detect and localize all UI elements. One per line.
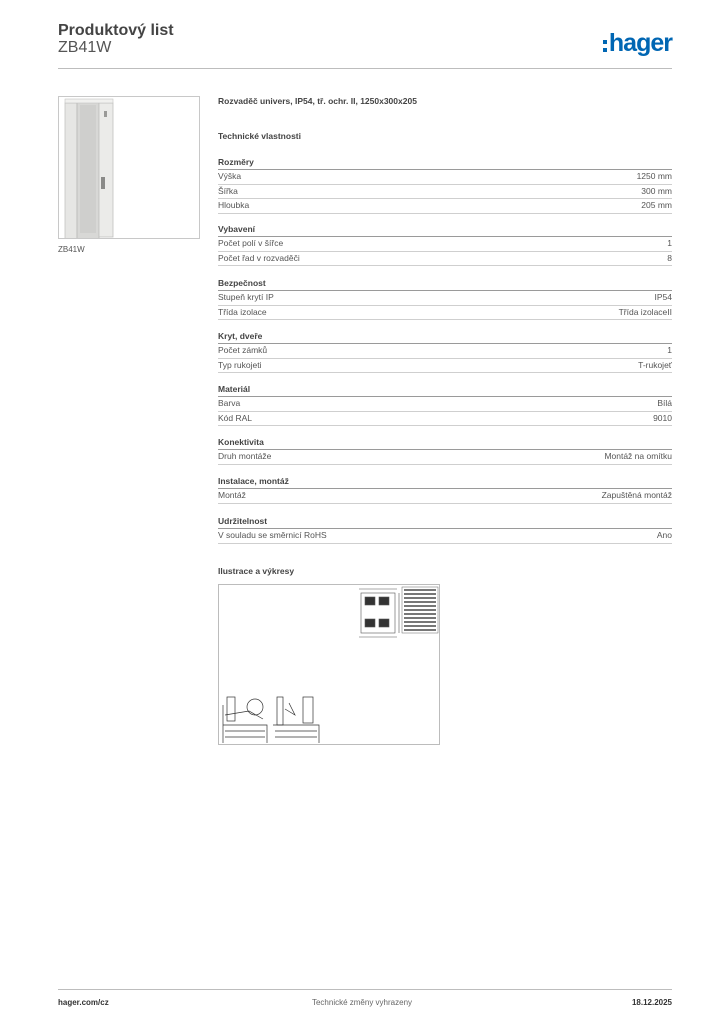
product-code-subtitle: ZB41W	[58, 39, 112, 56]
spec-row	[218, 185, 672, 200]
spec-label: Počet polí v šířce	[218, 238, 284, 248]
section-material	[218, 383, 672, 426]
spec-label: V souladu se směrnicí RoHS	[218, 530, 327, 540]
spec-value: 205 mm	[641, 200, 672, 210]
section-dimensions	[218, 156, 672, 214]
product-image-caption: ZB41W	[58, 245, 85, 254]
installation-sketches	[223, 697, 319, 743]
section-installation	[218, 475, 672, 504]
spec-label: Výška	[218, 171, 242, 181]
illustrations-panel	[218, 584, 440, 745]
dimension-drawing	[359, 589, 399, 637]
footer-divider	[58, 989, 672, 990]
section-sustainability	[218, 515, 672, 544]
spec-label: Třída izolace	[218, 306, 267, 317]
logo-wordmark: hager	[608, 29, 672, 57]
section-title: Udržitelnost	[218, 515, 672, 529]
spec-row	[218, 252, 672, 267]
spec-row	[218, 237, 672, 252]
section-cover-doors	[218, 330, 672, 373]
section-title: Kryt, dveře	[218, 330, 672, 344]
hager-logo	[603, 28, 672, 58]
spec-value: Ano	[656, 530, 672, 540]
spec-row	[218, 397, 672, 412]
technical-properties-heading: Technické vlastnosti	[218, 131, 301, 141]
spec-label: Šířka	[218, 185, 238, 196]
spec-label: Barva	[218, 398, 241, 408]
technical-drawings	[219, 585, 439, 744]
product-image	[58, 96, 200, 239]
spec-value: T-rukojeť	[638, 359, 672, 370]
footer-notice: Technické změny vyhrazeny	[311, 998, 413, 1007]
section-title: Konektivita	[218, 436, 672, 450]
spec-label: Typ rukojeti	[218, 359, 262, 370]
page-title: Produktový list	[58, 22, 174, 39]
cabinet-illustration	[59, 97, 199, 238]
section-title: Bezpečnost	[218, 277, 672, 291]
spec-row	[218, 199, 672, 214]
spec-label: Počet řad v rozvaděči	[218, 252, 300, 263]
spec-row	[218, 170, 672, 185]
spec-row	[218, 489, 672, 504]
spec-row	[218, 450, 672, 465]
spec-label: Stupeň krytí IP	[218, 292, 274, 302]
header-divider	[58, 68, 672, 69]
spec-row	[218, 291, 672, 306]
spec-value: 9010	[653, 412, 672, 423]
dimension-table	[402, 587, 438, 633]
section-connectivity	[218, 436, 672, 465]
spec-label: Montáž	[218, 490, 246, 500]
spec-row	[218, 306, 672, 321]
footer-date: 18.12.2025	[631, 998, 672, 1007]
spec-row	[218, 412, 672, 427]
section-title: Rozměry	[218, 156, 672, 170]
spec-label: Počet zámků	[218, 345, 268, 355]
section-title: Materiál	[218, 383, 672, 397]
section-title: Instalace, montáž	[218, 475, 672, 489]
spec-value: Zapuštěná montáž	[601, 490, 672, 500]
spec-value: Bílá	[657, 398, 672, 408]
spec-label: Druh montáže	[218, 451, 272, 461]
product-description: Rozvaděč univers, IP54, tř. ochr. II, 1250x300x205	[218, 96, 417, 106]
spec-row	[218, 359, 672, 374]
spec-row	[218, 344, 672, 359]
spec-label: Hloubka	[218, 200, 250, 210]
spec-value: Montáž na omítku	[604, 451, 672, 461]
spec-value: 300 mm	[641, 185, 672, 196]
spec-label: Kód RAL	[218, 412, 253, 423]
spec-value: 8	[667, 252, 672, 263]
spec-value: IP54	[654, 292, 672, 302]
spec-row	[218, 529, 672, 544]
spec-value: 1	[667, 238, 672, 248]
spec-value: 1	[667, 345, 672, 355]
spec-value: 1250 mm	[636, 171, 672, 181]
section-equipment	[218, 223, 672, 266]
spec-value: Třída izolaceII	[618, 306, 672, 317]
footer-website[interactable]: hager.com/cz	[58, 998, 109, 1007]
section-title: Vybavení	[218, 223, 672, 237]
section-safety	[218, 277, 672, 320]
logo-dots-icon	[603, 40, 607, 52]
illustrations-heading: Ilustrace a výkresy	[218, 566, 295, 576]
